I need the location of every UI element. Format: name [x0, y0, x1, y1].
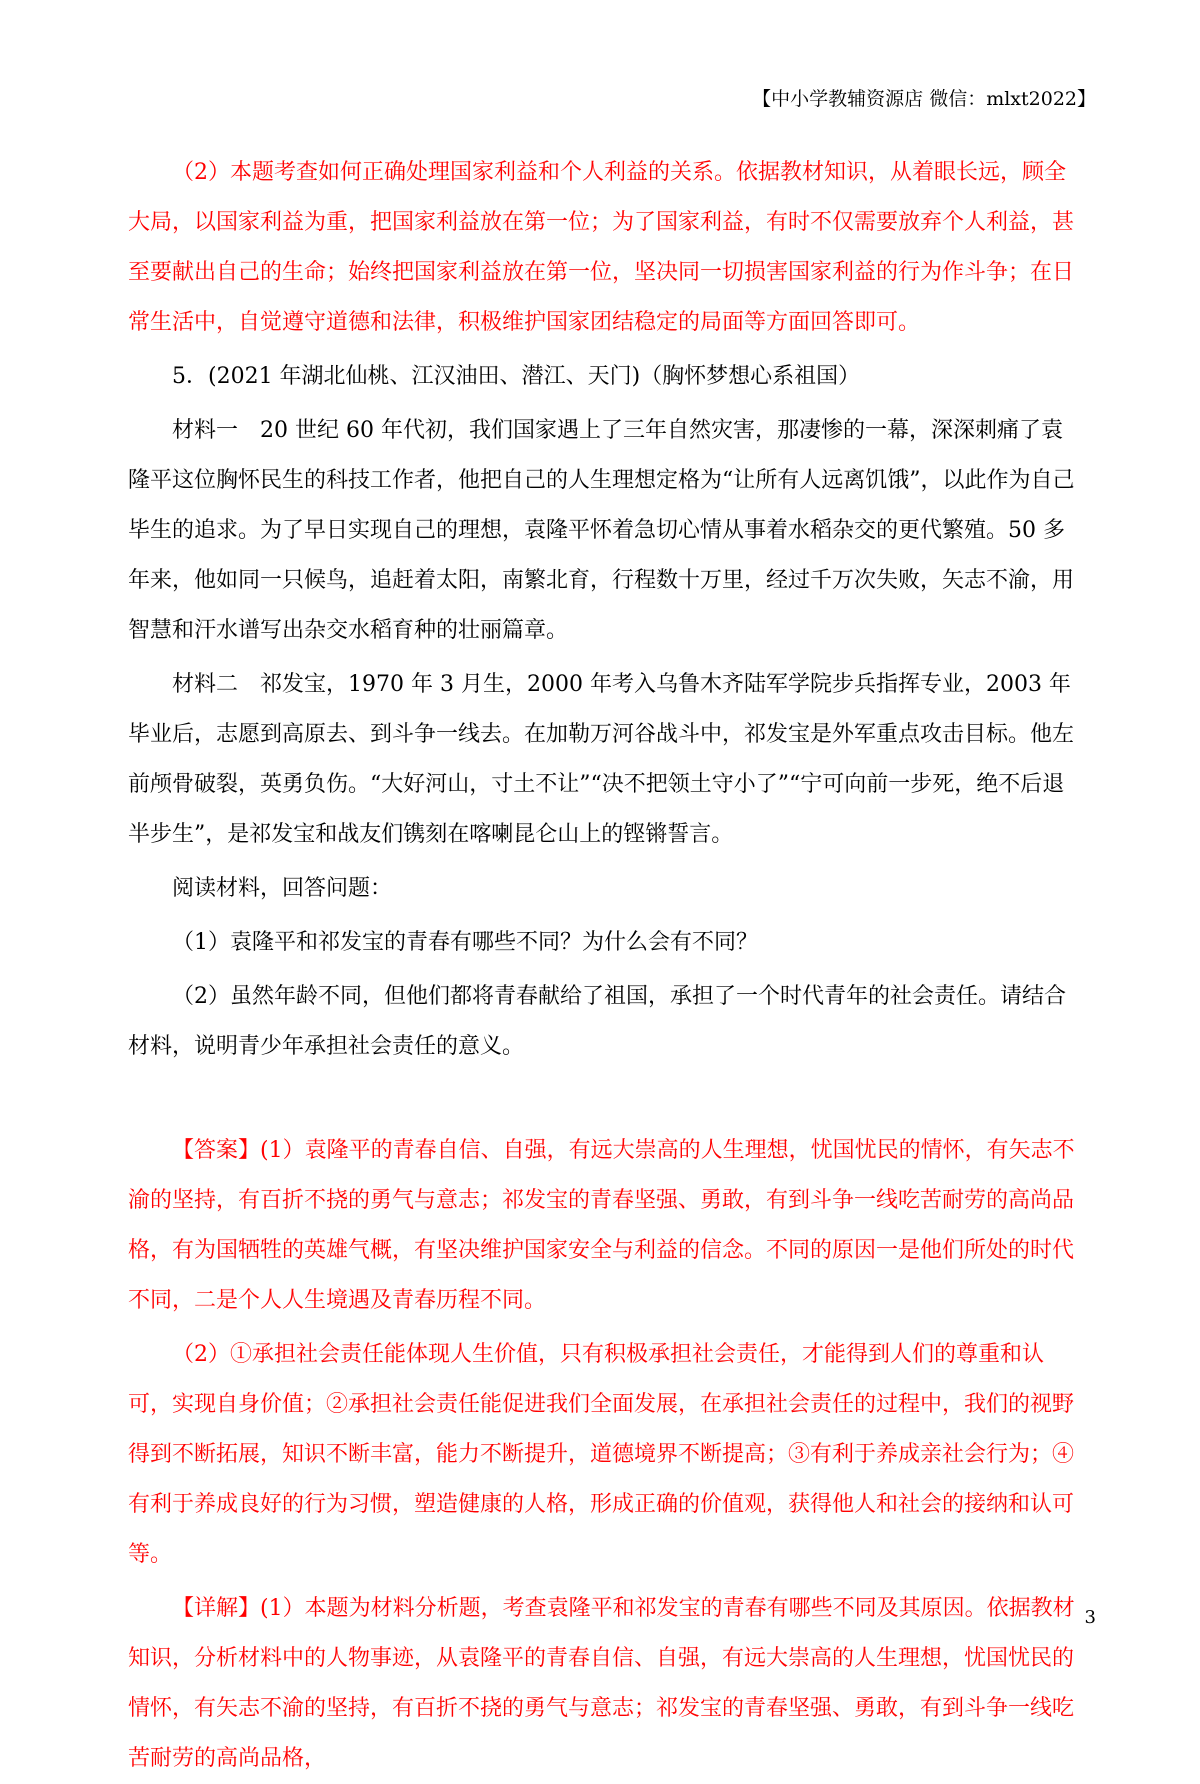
analysis-paragraph: （2）本题考查如何正确处理国家利益和个人利益的关系。依据教材知识，从着眼长远，顾全大局，以国家利益为重，把国家利益放在第一位；为了国家利益，有时不仅需要放弃个人利益，甚至要献出自己的生命；始终把国家利益放在第一位，坚决同一切损害国家利益的行为作斗争；在日常生活中，自觉遵守道德和法律，积极维护国家团结稳定的局面等方面回答即可。	[128, 160, 1075, 335]
question-title: 5．(2021 年湖北仙桃、江汉油田、潜江、天门)（胸怀梦想心系祖国）	[172, 364, 861, 389]
page-content	[128, 148, 1080, 1784]
section-spacer	[128, 1076, 1080, 1126]
material-two-paragraph: 材料二 祁发宝，1970 年 3 月生，2000 年考入乌鲁木齐陆军学院步兵指挥专业，2003 年毕业后，志愿到高原去、到斗争一线去。在加勒万河谷战斗中，祁发宝是外军重点攻击目标。他左前颅骨破裂，英勇负伤。“大好河山，寸土不让”“决不把领土守小了”“宁可向前一步死，绝不后退半步生”，是祁发宝和战友们镌刻在喀喇昆仑山上的铿锵誓言。	[128, 672, 1075, 847]
page-header: 【中小学教辅资源店 微信：mlxt2022】	[752, 88, 1096, 110]
material-one-paragraph: 材料一 20 世纪 60 年代初，我们国家遇上了三年自然灾害，那凄惨的一幕，深深刺痛了袁隆平这位胸怀民生的科技工作者，他把自己的人生理想定格为“让所有人远离饥饿”，以此作为自己毕生的追求。为了早日实现自己的理想，袁隆平怀着急切心情从事着水稻杂交的更代繁殖。50 多年来，他如同一只候鸟，追赶着太阳，南繁北育，行程数十万里，经过千万次失败，矢志不渝，用智慧和汗水谱写出杂交水稻育种的壮丽篇章。	[128, 418, 1075, 643]
explanation-paragraph: 【详解】(1）本题为材料分析题，考查袁隆平和祁发宝的青春有哪些不同及其原因。依据教材知识，分析材料中的人物事迹，从袁隆平的青春自信、自强，有远大崇高的人生理想，忧国忧民的情怀，有矢志不渝的坚持，有百折不挠的勇气与意志；祁发宝的青春坚强、勇敢，有到斗争一线吃苦耐劳的高尚品格，	[128, 1596, 1075, 1771]
page-number: 3	[1084, 1607, 1096, 1628]
question-two: （2）虽然年龄不同，但他们都将青春献给了祖国，承担了一个时代青年的社会责任。请结合材料，说明青少年承担社会责任的意义。	[128, 984, 1067, 1059]
instruction-paragraph: 阅读材料，回答问题：	[172, 876, 393, 901]
question-one: （1）袁隆平和祁发宝的青春有哪些不同？为什么会有不同？	[172, 930, 758, 955]
answer-paragraph-two: （2）①承担社会责任能体现人生价值，只有积极承担社会责任，才能得到人们的尊重和认可，实现自身价值；②承担社会责任能促进我们全面发展，在承担社会责任的过程中，我们的视野得到不断拓展，知识不断丰富，能力不断提升，道德境界不断提高；③有利于养成亲社会行为；④有利于养成良好的行为习惯，塑造健康的人格，形成正确的价值观，获得他人和社会的接纳和认可等。	[128, 1342, 1075, 1567]
answer-paragraph-one: 【答案】(1）袁隆平的青春自信、自强，有远大崇高的人生理想，忧国忧民的情怀，有矢志不渝的坚持，有百折不挠的勇气与意志；祁发宝的青春坚强、勇敢，有到斗争一线吃苦耐劳的高尚品格，有为国牺牲的英雄气概，有坚决维护国家安全与利益的信念。不同的原因一是他们所处的时代不同，二是个人人生境遇及青春历程不同。	[128, 1138, 1075, 1313]
